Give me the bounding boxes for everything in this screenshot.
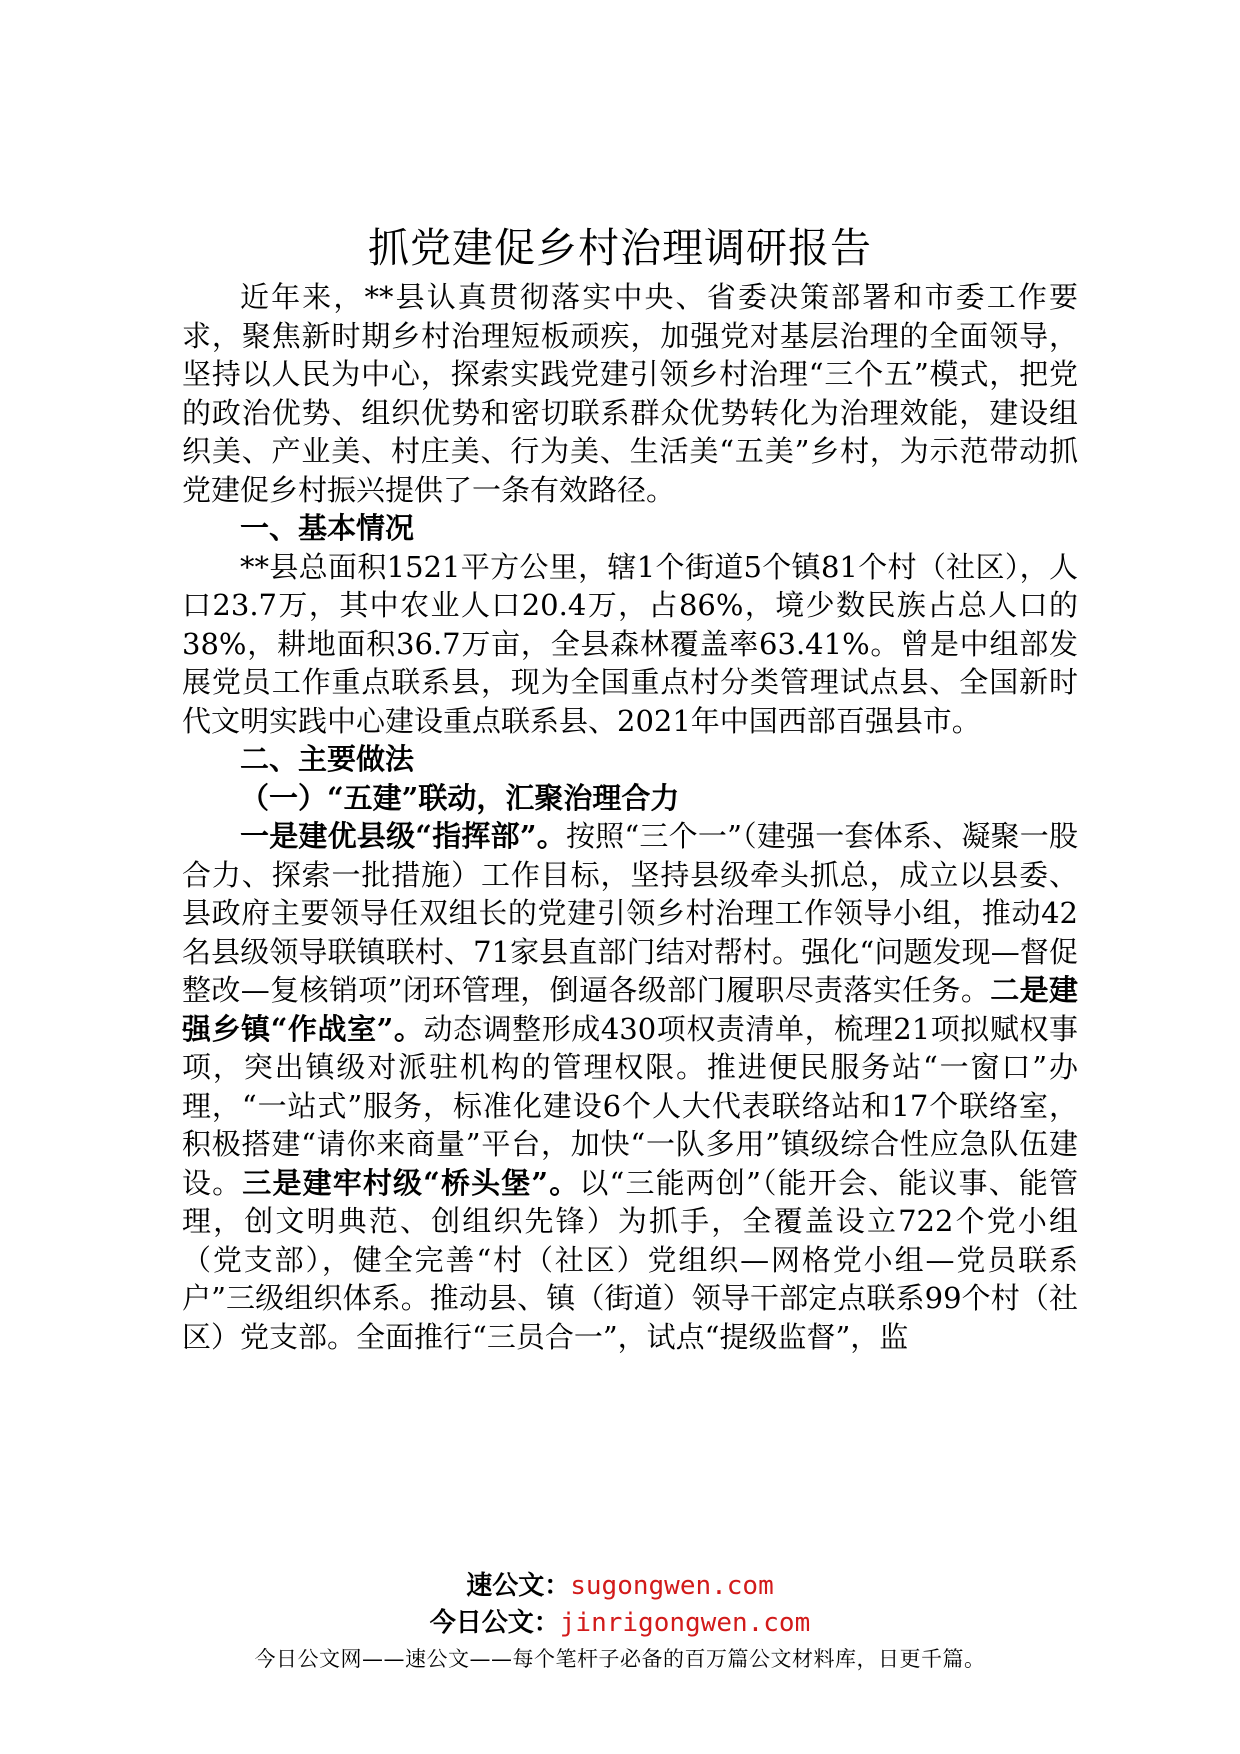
point1-text: 按照“三个一”（建强一套体系、凝聚一股合力、探索一批措施）工作目标，坚持县级牵头抓总，成立以县委、县政府主要领导任双组长的党建引领乡村治理工作领导小组，推动42名县级领导联镇联村、71家县直部门结对帮村。强化“问题发现—督促整改—复核销项”闭环管理，倒逼各级部门履职尽责落实任务。 bbox=[182, 819, 1078, 1007]
point3-text: 以“三能两创”（能开会、能议事、能管理，创文明典范、创组织先锋）为抓手，全覆盖设立722个党小组（党支部），健全完善“村（社区）党组织—网格党小组—党员联系户”三级组织体系。推动县、镇（街道）领导干部定点联系99个村（社区）党支部。全面推行“三员合一”，试点“提级监督”，监 bbox=[182, 1165, 1078, 1354]
footer-sugongwen bbox=[0, 1569, 1240, 1603]
section-heading-basic-situation: 一、基本情况 bbox=[240, 511, 415, 545]
point3-lead: 三是建牢村级“桥头堡”。 bbox=[242, 1165, 580, 1200]
footer-jinrigongwen bbox=[0, 1606, 1240, 1640]
practices-paragraph bbox=[182, 817, 1078, 1356]
point1-lead: 一是建优县级“指挥部”。 bbox=[240, 819, 566, 853]
point2-text: 动态调整形成430项权责清单，梳理21项拟赋权事项，突出镇级对派驻机构的管理权限。推进便民服务站“一窗口”办理，“一站式”服务，标准化建设6个人大代表联络站和17个联络室，积极搭建“请你来商量”平台，加快“一队多用”镇级综合性应急队伍建设。 bbox=[182, 1011, 1078, 1200]
point2-lead: 二是建强乡镇“作战室”。 bbox=[182, 973, 1078, 1046]
subsection-heading-five-builds: （一）“五建”联动，汇聚治理合力 bbox=[240, 780, 680, 815]
document-body bbox=[182, 278, 1078, 1356]
section-heading-main-practices: 二、主要做法 bbox=[240, 742, 415, 776]
footer-slogan: 今日公文网——速公文——每个笔杆子必备的百万篇公文材料库，日更千篇。 bbox=[254, 1647, 986, 1671]
intro-paragraph: 近年来，**县认真贯彻落实中央、省委决策部署和市委工作要求，聚焦新时期乡村治理短板顽疾，加强党对基层治理的全面领导，坚持以人民为中心，探索实践党建引领乡村治理“三个五”模式，把党的政治优势、组织优势和密切联系群众优势转化为治理效能，建设组织美、产业美、村庄美、行为美、生活美“五美”乡村，为示范带动抓党建促乡村振兴提供了一条有效路径。 bbox=[182, 280, 1078, 507]
footer-jinrigongwen-link[interactable]: jinrigongwen.com bbox=[559, 1608, 811, 1638]
footer-sugongwen-link[interactable]: sugongwen.com bbox=[570, 1571, 774, 1601]
footer-jinrigongwen-label: 今日公文： bbox=[429, 1608, 560, 1638]
document-title: 抓党建促乡村治理调研报告 bbox=[368, 224, 872, 272]
basic-situation-paragraph: **县总面积1521平方公里，辖1个街道5个镇81个村（社区），人口23.7万，其中农业人口20.4万，占86%，境少数民族占总人口的38%，耕地面积36.7万亩，全县森林覆盖率63.41%。曾是中组部发展党员工作重点联系县，现为全国重点村分类管理试点县、全国新时代文明实践中心建设重点联系县、2021年中国西部百强县市。 bbox=[182, 549, 1078, 738]
footer-sugongwen-label: 速公文： bbox=[466, 1571, 571, 1601]
